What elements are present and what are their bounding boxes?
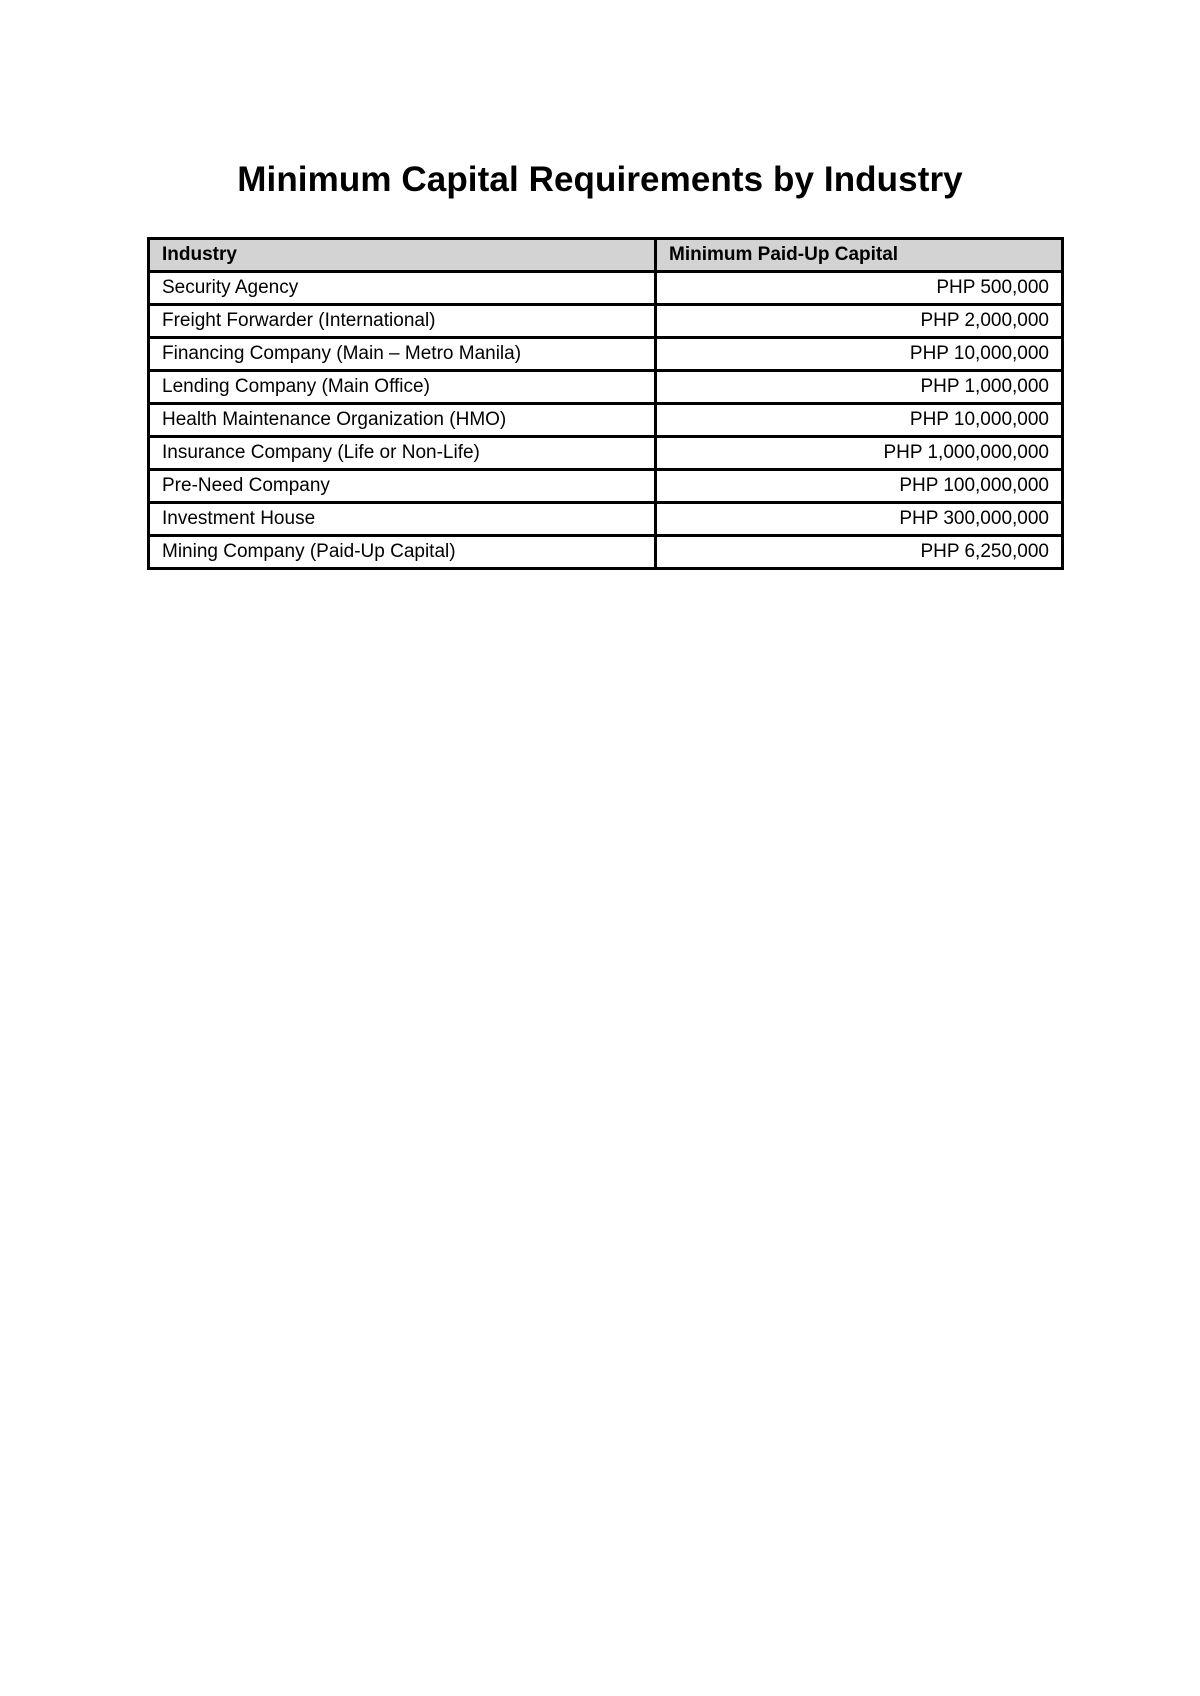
industry-cell: Financing Company (Main – Metro Manila) [149, 338, 656, 371]
capital-cell: PHP 500,000 [656, 272, 1063, 305]
table-row [149, 437, 1063, 470]
table-row [149, 305, 1063, 338]
capital-cell: PHP 100,000,000 [656, 470, 1063, 503]
industry-cell: Health Maintenance Organization (HMO) [149, 404, 656, 437]
capital-cell: PHP 10,000,000 [656, 404, 1063, 437]
table-row [149, 272, 1063, 305]
industry-cell: Investment House [149, 503, 656, 536]
capital-cell: PHP 10,000,000 [656, 338, 1063, 371]
capital-requirements-table [147, 237, 1064, 570]
capital-cell: PHP 1,000,000 [656, 371, 1063, 404]
capital-cell: PHP 6,250,000 [656, 536, 1063, 569]
capital-cell: PHP 1,000,000,000 [656, 437, 1063, 470]
table-row [149, 338, 1063, 371]
capital-cell: PHP 2,000,000 [656, 305, 1063, 338]
table-row [149, 536, 1063, 569]
industry-cell: Security Agency [149, 272, 656, 305]
table-row [149, 503, 1063, 536]
column-header-industry: Industry [149, 239, 656, 272]
table-row [149, 404, 1063, 437]
industry-cell: Lending Company (Main Office) [149, 371, 656, 404]
table-row [149, 470, 1063, 503]
industry-cell: Mining Company (Paid-Up Capital) [149, 536, 656, 569]
column-header-capital: Minimum Paid-Up Capital [656, 239, 1063, 272]
page-title: Minimum Capital Requirements by Industry [237, 160, 963, 199]
capital-cell: PHP 300,000,000 [656, 503, 1063, 536]
table-row [149, 371, 1063, 404]
table-header-row [149, 239, 1063, 272]
industry-cell: Pre-Need Company [149, 470, 656, 503]
industry-cell: Freight Forwarder (International) [149, 305, 656, 338]
industry-cell: Insurance Company (Life or Non-Life) [149, 437, 656, 470]
